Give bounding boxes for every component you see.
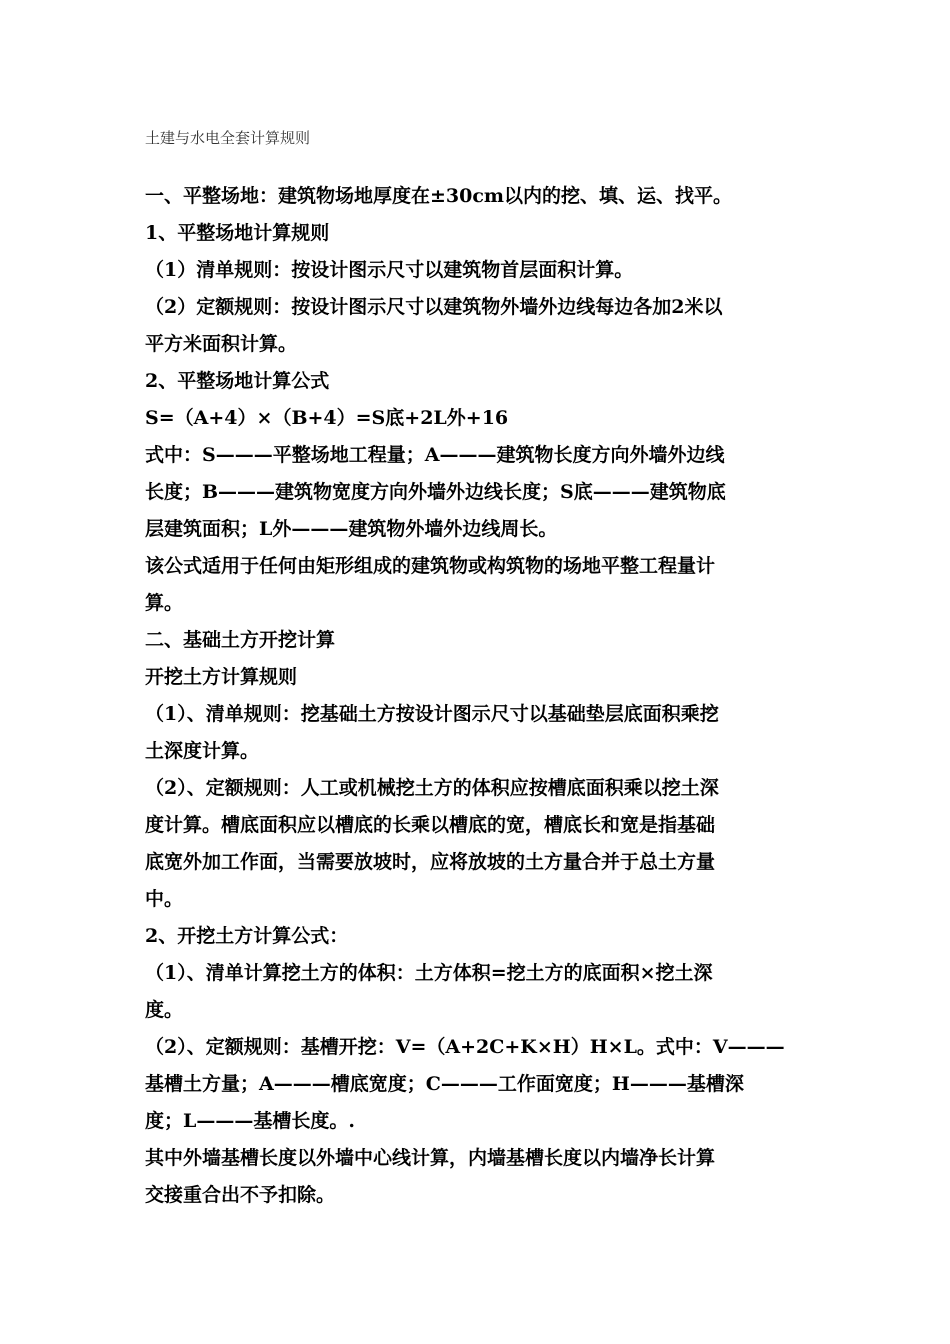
body-line: （2）、定额规则：人工或机械挖土方的体积应按槽底面积乘以挖土深 — [145, 777, 719, 799]
document-title: 土建与水电全套计算规则 — [145, 129, 311, 147]
document-body — [145, 178, 815, 1214]
body-line: 一、平整场地：建筑物场地厚度在±30cm以内的挖、填、运、找平。 — [145, 185, 733, 207]
body-line: 交接重合出不予扣除。 — [145, 1184, 336, 1206]
body-line: 2、开挖土方计算公式： — [145, 925, 349, 947]
body-line: S=（A+4）×（B+4）=S底+2L外+16 — [145, 407, 509, 429]
body-line: （2）定额规则：按设计图示尺寸以建筑物外墙外边线每边各加2米以 — [145, 296, 723, 318]
body-line: 度计算。槽底面积应以槽底的长乘以槽底的宽，槽底长和宽是指基础 — [145, 814, 716, 836]
body-line: 层建筑面积；L外———建筑物外墙外边线周长。 — [145, 518, 558, 540]
body-line: （2）、定额规则：基槽开挖：V=（A+2C+K×H）H×L。式中：V——— — [145, 1036, 785, 1058]
body-line: 长度；B———建筑物宽度方向外墙外边线长度；S底———建筑物底 — [145, 481, 726, 503]
body-line: 基槽土方量；A———槽底宽度；C———工作面宽度；H———基槽深 — [145, 1073, 744, 1095]
body-line: 度；L———基槽长度。. — [145, 1110, 355, 1132]
body-line: （1）、清单计算挖土方的体积：土方体积=挖土方的底面积×挖土深 — [145, 962, 713, 984]
body-line: （1）、清单规则：挖基础土方按设计图示尺寸以基础垫层底面积乘挖 — [145, 703, 719, 725]
body-line: 该公式适用于任何由矩形组成的建筑物或构筑物的场地平整工程量计 — [145, 555, 716, 577]
body-line: 土深度计算。 — [145, 740, 260, 762]
body-line: 其中外墙基槽长度以外墙中心线计算，内墙基槽长度以内墙净长计算 — [145, 1147, 716, 1169]
body-line: 中。 — [145, 888, 184, 910]
body-line: （1）清单规则：按设计图示尺寸以建筑物首层面积计算。 — [145, 259, 634, 281]
body-line: 二、基础土方开挖计算 — [145, 629, 336, 651]
body-line: 度。 — [145, 999, 184, 1021]
body-line: 1、平整场地计算规则 — [145, 222, 330, 244]
body-line: 开挖土方计算规则 — [145, 666, 298, 688]
body-line: 式中：S———平整场地工程量；A———建筑物长度方向外墙外边线 — [145, 444, 725, 466]
body-line: 2、平整场地计算公式 — [145, 370, 330, 392]
body-line: 底宽外加工作面，当需要放坡时，应将放坡的土方量合并于总土方量 — [145, 851, 716, 873]
body-line: 算。 — [145, 592, 184, 614]
body-line: 平方米面积计算。 — [145, 333, 298, 355]
